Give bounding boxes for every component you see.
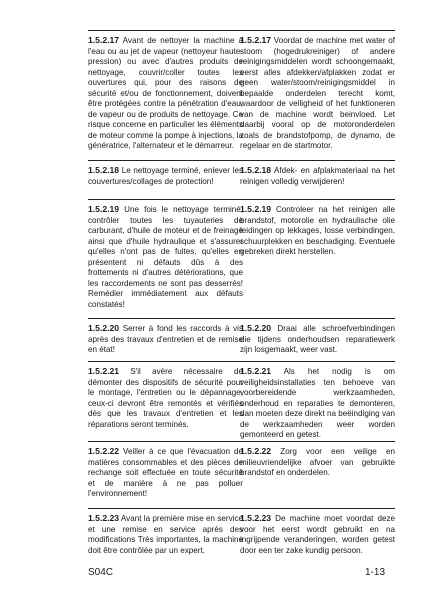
section-number: 1.5.2.19	[88, 204, 120, 214]
section-number: 1.5.2.19	[240, 204, 272, 214]
section-number: 1.5.2.18	[240, 165, 272, 175]
section-1-5-2-17-nl	[240, 30, 395, 152]
section-number: 1.5.2.18	[88, 165, 120, 175]
section-text: Afdek- en afplakmateriaal na het reinigen volledig verwijderen!	[240, 166, 395, 186]
section-number: 1.5.2.17	[240, 35, 272, 45]
section-1-5-2-22-fr	[88, 441, 243, 500]
section-number: 1.5.2.20	[88, 323, 120, 333]
section-1-5-2-23-fr	[88, 508, 243, 556]
section-text: De machine moet voordat deze voor het eerst wordt gebruikt en na ingrijpende veranderingen, worden getest door een ter zake kundig persoon.	[240, 514, 395, 555]
section-number: 1.5.2.21	[88, 366, 120, 376]
section-number: 1.5.2.22	[88, 446, 120, 456]
section-text: Voordat de machine met water of stoom (hogedrukreiniger) of andere reinigingsmiddelen wordt schoongemaakt, eerst alles afdekken/afplakken zodat er geen water/stoom/reinigingsmiddel in bepaalde onderdelen terecht komt, waardoor de veiligheid of het funktioneren van de machine wordt beinvloed. Let daarbij vooral op de motoronderdelen zoals de brandstofpomp, de dynamo, de regelaar en de startmotor.	[240, 36, 395, 150]
section-text: Als het nodig is om veiligheidsinstallaties ten behoeve van voorbereidende werkzaamheden, onderhoud en reparaties te demonteren, dan moeten deze direkt na beëindiging van de werkzaamheden weer worden gemonteerd en getest.	[240, 367, 395, 439]
section-text: Une fois le nettoyage terminé, contrôler toutes les tuyauteries de carburant, d'huile de moteur et de freinage ainsi que d'huile hydraulique et s'assurer qu'elles n'ont pas de fuites, qu'elles en présentent ni défauts dûs à des frottements ni d'autres détériorations, que les raccordements ne sont pas desserrés! Remédier immédiatement aux défauts constatés!	[88, 205, 243, 309]
section-text: Veiller à ce que l'évacuation de matières consommables et des pièces de rechange soit effectuée en toute sécurité et de manière à ne pas polluer l'environnement!	[88, 447, 243, 498]
section-number: 1.5.2.17	[88, 35, 120, 45]
section-number: 1.5.2.21	[240, 366, 272, 376]
section-text: Serrer à fond les raccords à vis après des travaux d'entretien et de remise en état!	[88, 324, 243, 354]
section-text: S'il avère nécessaire de démonter des dispositifs de sécurité pour le montage, l'entretien ou le dépannage, ceux-ci devront être remontés et vérifiés dès que les travaux d'entretien et les réparations seront terminés.	[88, 367, 243, 429]
section-1-5-2-20-nl	[240, 318, 395, 356]
section-number: 1.5.2.23	[240, 513, 272, 523]
section-text: Draai alle schroefverbindingen die tijdens onderhoudsen reparatiewerk zijn losgemaakt, weer vast.	[240, 324, 395, 354]
section-text: Zorg voor een veilige en milieuvriendelijke afvoer van gebruikte brandstof en onderdelen.	[240, 447, 395, 477]
section-1-5-2-17-fr	[88, 30, 243, 152]
section-1-5-2-21-nl	[240, 361, 395, 441]
section-1-5-2-23-nl	[240, 508, 395, 556]
section-number: 1.5.2.23	[88, 513, 120, 523]
section-1-5-2-19-nl	[240, 199, 395, 258]
section-text: Avant de nettoyer la machine à l'eau ou au jet de vapeur (nettoyeur haute-pression) ou avec d'autres produits de nettoyage, couvrir/coller toutes les ouvertures qui, pour des raisons de sécurité et/ou de fonctionnement, doivent être protégées contre la pénétration d'eau, de vapeur ou de produits de nettoyage. Ce risque concerne en particulier les éléments de moteur comme la pompe à injections, la génératrice, l'alternateur et le démarreur.	[88, 36, 243, 150]
section-1-5-2-18-nl	[240, 160, 395, 187]
section-text: Controleer na het reinigen alle brandstof, motorolie en hydraulische olie leidingen op lekkages, losse verbindingen, schuurplekken en beschadiging. Eventuele gebreken direkt herstellen.	[240, 205, 395, 256]
document-code: S04C	[88, 567, 114, 578]
section-number: 1.5.2.22	[240, 446, 272, 456]
section-text: Le nettoyage terminé, enlever les couvertures/collages de protection!	[88, 166, 243, 186]
section-1-5-2-18-fr	[88, 160, 243, 187]
section-text: Avant la première mise en service et une remise en service après des modifications Très importantes, la machine doit être contrôlée par un expert.	[88, 514, 243, 555]
section-1-5-2-21-fr	[88, 361, 243, 430]
section-1-5-2-20-fr	[88, 318, 243, 356]
section-number: 1.5.2.20	[240, 323, 272, 333]
section-1-5-2-19-fr	[88, 199, 243, 310]
section-1-5-2-22-nl	[240, 441, 395, 479]
page-number: 1-13	[365, 567, 386, 578]
